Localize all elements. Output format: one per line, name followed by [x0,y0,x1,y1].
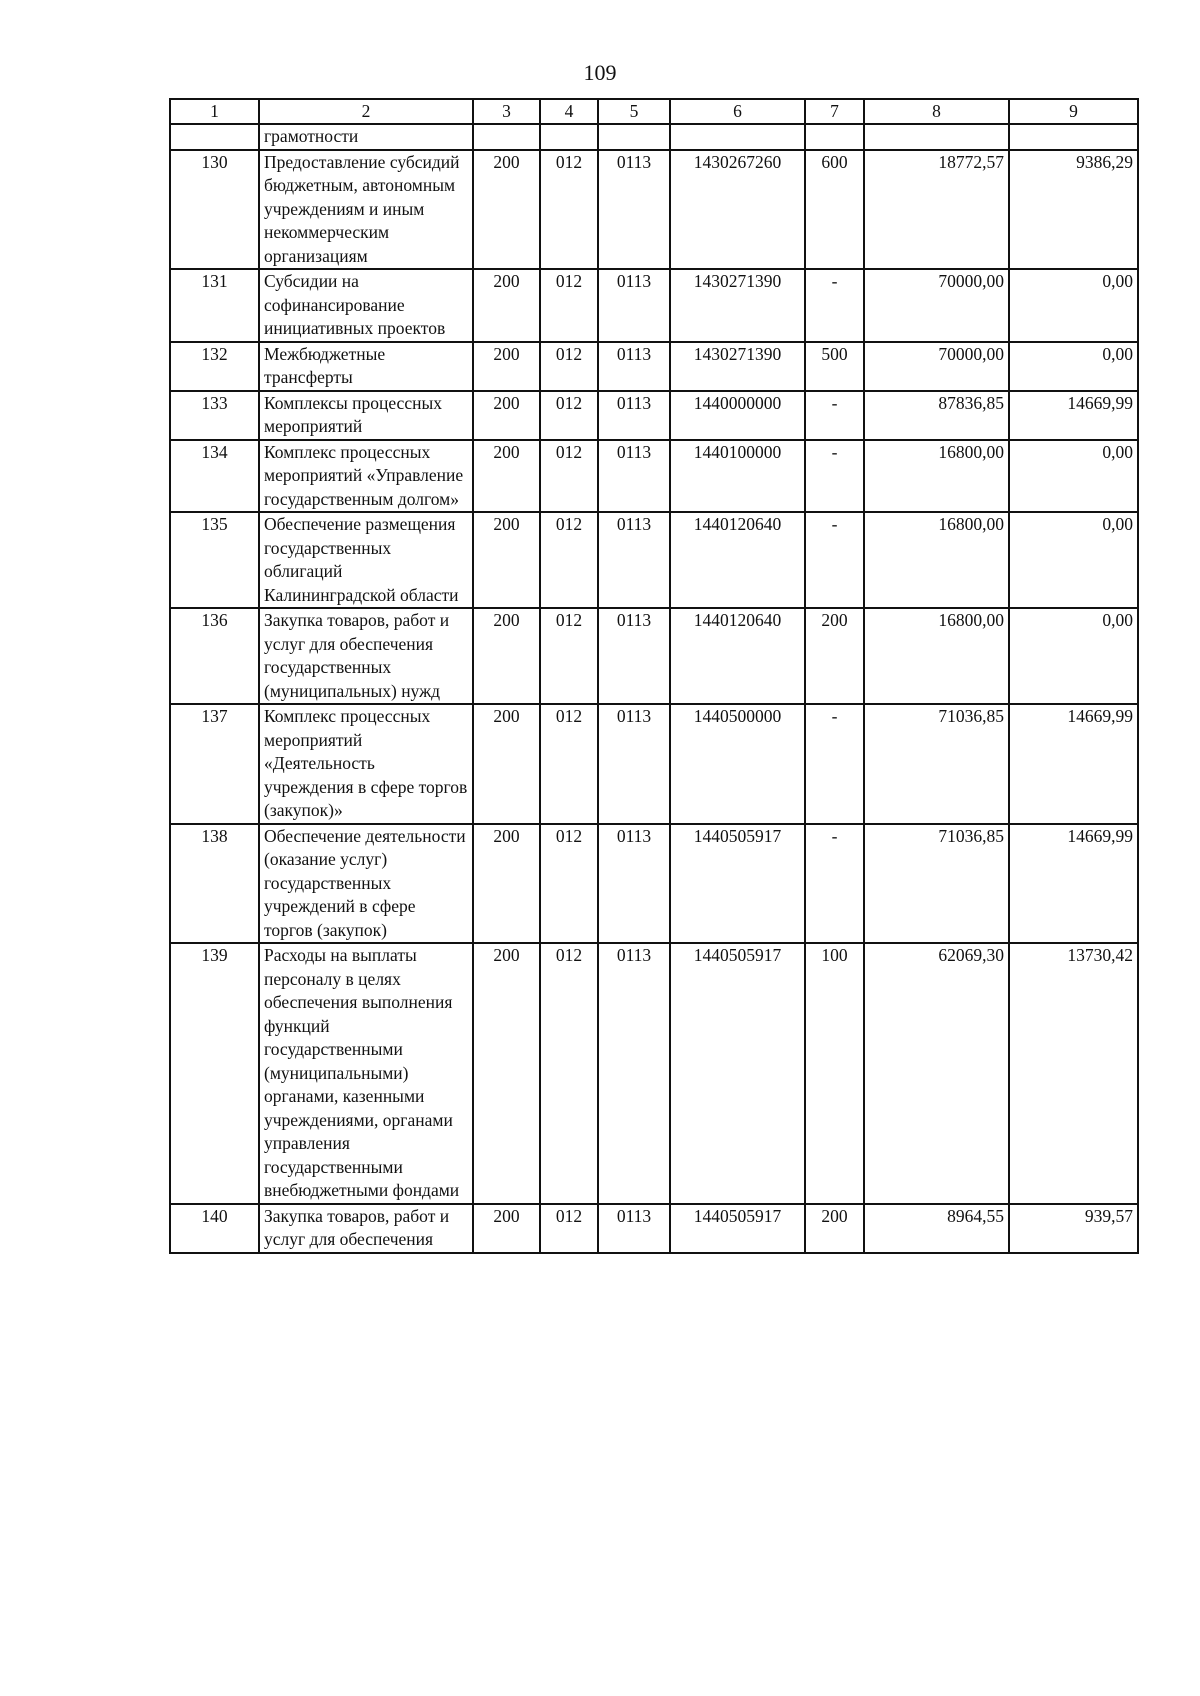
table-row [170,440,1138,513]
code-col7: - [805,824,864,944]
code-col3: 200 [473,269,540,342]
continuation-row [170,124,1138,150]
code-col3: 200 [473,943,540,1204]
column-header: 5 [598,99,670,124]
table-row [170,943,1138,1204]
table-row [170,608,1138,704]
code-col7: 200 [805,1204,864,1253]
code-col5: 0113 [598,342,670,391]
amount-col9: 14669,99 [1009,704,1138,824]
budget-table [169,98,1139,1254]
code-col6: 1430267260 [670,150,805,270]
amount-col9: 0,00 [1009,608,1138,704]
code-col7: - [805,440,864,513]
row-name: Комплексы процессных мероприятий [259,391,473,440]
row-name: Обеспечение деятельности (оказание услуг) государственных учреждений в сфере торгов (закупок) [259,824,473,944]
amount-col8: 16800,00 [864,608,1009,704]
column-header: 2 [259,99,473,124]
amount-col9: 939,57 [1009,1204,1138,1253]
column-header: 8 [864,99,1009,124]
code-col7: 200 [805,608,864,704]
code-col6: 1440505917 [670,824,805,944]
amount-col8: 18772,57 [864,150,1009,270]
code-col7: - [805,512,864,608]
code-col4: 012 [540,391,598,440]
amount-col9: 14669,99 [1009,391,1138,440]
table-row [170,1204,1138,1253]
table-row [170,269,1138,342]
amount-col9: 14669,99 [1009,824,1138,944]
code-col4: 012 [540,608,598,704]
code-col5: 0113 [598,824,670,944]
code-col4: 012 [540,943,598,1204]
code-col7: 600 [805,150,864,270]
amount-col8: 62069,30 [864,943,1009,1204]
code-col3: 200 [473,342,540,391]
amount-col8: 87836,85 [864,391,1009,440]
code-col4: 012 [540,342,598,391]
code-col7: - [805,704,864,824]
code-col5: 0113 [598,269,670,342]
table-row [170,824,1138,944]
code-col5: 0113 [598,704,670,824]
code-col6: 1440100000 [670,440,805,513]
code-col7: 500 [805,342,864,391]
page-number: 109 [583,60,617,85]
code-col4: 012 [540,824,598,944]
row-number: 131 [170,269,259,342]
column-header: 9 [1009,99,1138,124]
row-name: Закупка товаров, работ и услуг для обеспечения [259,1204,473,1253]
code-col4: 012 [540,1204,598,1253]
code-col4: 012 [540,440,598,513]
row-name: Комплекс процессных мероприятий «Деятельность учреждения в сфере торгов (закупок)» [259,704,473,824]
row-number: 140 [170,1204,259,1253]
code-col7: - [805,269,864,342]
code-col4: 012 [540,269,598,342]
amount-col9: 9386,29 [1009,150,1138,270]
code-col7: - [805,391,864,440]
amount-col8: 71036,85 [864,824,1009,944]
table-body [170,124,1138,1253]
row-number: 134 [170,440,259,513]
code-col3: 200 [473,512,540,608]
amount-col8: 70000,00 [864,342,1009,391]
continuation-text: грамотности [259,124,473,150]
amount-col8: 70000,00 [864,269,1009,342]
row-name: Субсидии на софинансирование инициативных проектов [259,269,473,342]
code-col4: 012 [540,150,598,270]
code-col3: 200 [473,704,540,824]
row-number: 133 [170,391,259,440]
code-col5: 0113 [598,512,670,608]
amount-col8: 71036,85 [864,704,1009,824]
amount-col8: 16800,00 [864,440,1009,513]
row-number: 130 [170,150,259,270]
column-header: 7 [805,99,864,124]
code-col5: 0113 [598,608,670,704]
code-col3: 200 [473,150,540,270]
row-name: Межбюджетные трансферты [259,342,473,391]
code-col3: 200 [473,440,540,513]
amount-col8: 16800,00 [864,512,1009,608]
code-col4: 012 [540,512,598,608]
code-col5: 0113 [598,440,670,513]
row-name: Расходы на выплаты персоналу в целях обеспечения выполнения функций государственными (муниципальными) органами, казенными учреждениями, органами управления государственными внебюджетными фондами [259,943,473,1204]
code-col6: 1440505917 [670,1204,805,1253]
code-col4: 012 [540,704,598,824]
code-col3: 200 [473,1204,540,1253]
code-col5: 0113 [598,150,670,270]
code-col6: 1430271390 [670,342,805,391]
row-number: 136 [170,608,259,704]
row-name: Закупка товаров, работ и услуг для обеспечения государственных (муниципальных) нужд [259,608,473,704]
amount-col9: 0,00 [1009,342,1138,391]
column-header: 4 [540,99,598,124]
table-header-row [170,99,1138,124]
row-name: Предоставление субсидий бюджетным, автономным учреждениям и иным некоммерческим организациям [259,150,473,270]
amount-col9: 0,00 [1009,512,1138,608]
amount-col9: 0,00 [1009,269,1138,342]
code-col6: 1440500000 [670,704,805,824]
row-number: 135 [170,512,259,608]
row-number: 138 [170,824,259,944]
row-name: Обеспечение размещения государственных облигаций Калининградской области [259,512,473,608]
code-col3: 200 [473,608,540,704]
row-number: 132 [170,342,259,391]
row-number: 139 [170,943,259,1204]
amount-col8: 8964,55 [864,1204,1009,1253]
table-row [170,150,1138,270]
column-header: 3 [473,99,540,124]
code-col6: 1440120640 [670,608,805,704]
table-row [170,704,1138,824]
table-row [170,512,1138,608]
row-number: 137 [170,704,259,824]
column-header: 1 [170,99,259,124]
code-col6: 1440120640 [670,512,805,608]
code-col6: 1440505917 [670,943,805,1204]
code-col5: 0113 [598,1204,670,1253]
amount-col9: 13730,42 [1009,943,1138,1204]
code-col6: 1440000000 [670,391,805,440]
row-name: Комплекс процессных мероприятий «Управление государственным долгом» [259,440,473,513]
code-col3: 200 [473,824,540,944]
table-row [170,342,1138,391]
code-col3: 200 [473,391,540,440]
code-col7: 100 [805,943,864,1204]
amount-col9: 0,00 [1009,440,1138,513]
code-col6: 1430271390 [670,269,805,342]
table-row [170,391,1138,440]
column-header: 6 [670,99,805,124]
code-col5: 0113 [598,391,670,440]
code-col5: 0113 [598,943,670,1204]
